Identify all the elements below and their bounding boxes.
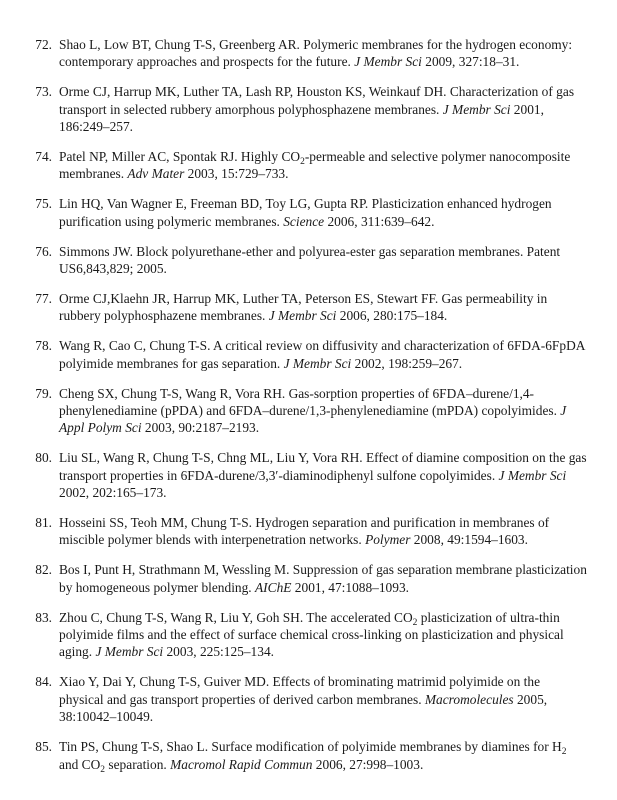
reference-segment: Cheng SX, Chung T-S, Wang R, Vora RH. Gas-sorption properties of 6FDA–durene/1,4-phenylenediamine (pPDA) and 6FDA–durene/1,3-phenylenediamine (mPDA) copolyimides. (59, 385, 561, 418)
journal-name: J Membr Sci (268, 308, 337, 324)
reference-number-text: 84. (35, 674, 52, 690)
reference-text (59, 195, 587, 230)
reference-number-text: 81. (35, 515, 52, 531)
reference-number-text: 73. (35, 84, 52, 100)
subscript: 2 (300, 157, 305, 168)
reference-number-text: 77. (35, 290, 52, 306)
reference-segment: Liu SL, Wang R, Chung T-S, Chng ML, Liu Y, Vora RH. Effect of diamine composition on the gas transport properties in 6FDA-durene/3,3′-diaminodiphenyl sulfone copolyimides. (59, 450, 587, 483)
reference-text (59, 290, 587, 325)
reference-item (0, 561, 617, 596)
journal-name: J Membr Sci (442, 101, 511, 117)
reference-segment: 2006, 311:639–642. (324, 213, 435, 229)
reference-number-text: 78. (35, 338, 52, 354)
reference-item (0, 514, 617, 549)
journal-name: Macromol Rapid Commun (170, 756, 313, 772)
subscript: 2 (412, 617, 418, 628)
reference-segment: 2005, 38:10042–10049. (59, 691, 548, 725)
reference-number-text: 72. (35, 37, 52, 52)
reference-item (0, 673, 617, 725)
reference-segment: 2002, 198:259–267. (351, 355, 463, 371)
journal-name: AIChE (255, 579, 292, 595)
reference-segment: plasticization of ultra-thin polyimide films and the effect of surface chemical cross-linking on plasticization and physical aging. (59, 609, 564, 660)
reference-segment: separation. (105, 756, 171, 772)
reference-number-text: 85. (35, 739, 52, 755)
reference-segment: Wang R, Cao C, Chung T-S. A critical review on diffusivity and characterization of 6FDA-6FpDA polyimide membranes for gas separation. (59, 338, 585, 371)
reference-segment: Simmons JW. Block polyurethane-ether and polyurea-ester gas separation membranes. Patent US6,843,829; 2005. (59, 243, 561, 277)
reference-segment: 2001, 47:1088–1093. (291, 579, 409, 595)
reference-number (0, 337, 52, 354)
reference-item (0, 449, 617, 501)
journal-name: Adv Mater (127, 166, 185, 182)
reference-segment: 2003, 90:2187–2193. (141, 420, 260, 436)
reference-segment: Orme CJ, Harrup MK, Luther TA, Lash RP, Houston KS, Weinkauf DH. Characterization of gas transport in selected rubbery amorphous polyphosphazene membranes. (59, 84, 575, 117)
subscript: 2 (561, 747, 567, 758)
reference-segment: 2006, 280:175–184. (336, 308, 448, 324)
reference-segment: 2001, 186:249–257. (59, 101, 544, 135)
journal-name: Science (283, 213, 325, 229)
reference-item (0, 385, 617, 437)
reference-number-text: 82. (35, 562, 52, 578)
reference-text (59, 148, 587, 183)
reference-number (0, 83, 52, 100)
reference-item (0, 195, 617, 230)
reference-number-text: 76. (35, 243, 52, 259)
journal-name: J Membr Sci (283, 355, 352, 371)
reference-number (0, 148, 52, 165)
reference-text (59, 673, 587, 725)
reference-item (0, 148, 617, 183)
reference-item (0, 83, 617, 135)
reference-text (59, 337, 587, 372)
reference-segment: Tin PS, Chung T-S, Shao L. Surface modification of polyimide membranes by diamines for H (59, 739, 562, 755)
reference-item (0, 243, 617, 278)
reference-item (0, 36, 617, 71)
reference-number (0, 385, 52, 402)
reference-segment: 2003, 15:729–733. (184, 166, 289, 182)
reference-number-text: 80. (35, 450, 52, 466)
reference-text (59, 514, 587, 549)
reference-item (0, 290, 617, 325)
reference-segment: -permeable and selective polymer nanocomposite membranes. (59, 149, 571, 182)
reference-segment: 2002, 202:165–173. (59, 485, 167, 501)
reference-segment: 2006, 27:998–1003. (312, 756, 424, 772)
reference-segment: Orme CJ,Klaehn JR, Harrup MK, Luther TA, Peterson ES, Stewart FF. Gas permeability in rubbery polyphosphazene membranes. (59, 290, 548, 324)
reference-number (0, 449, 52, 466)
reference-text (59, 609, 587, 661)
reference-segment: 2009, 327:18–31. (421, 54, 520, 70)
reference-text (59, 385, 587, 437)
reference-segment: Hosseini SS, Teoh MM, Chung T-S. Hydrogen separation and purification in membranes of miscible polymer blends with interpenetration networks. (59, 515, 550, 548)
reference-text (59, 243, 587, 278)
reference-text (59, 449, 587, 501)
reference-number (0, 195, 52, 212)
reference-number-text: 74. (35, 149, 52, 165)
reference-text (59, 738, 587, 773)
reference-segment: Shao L, Low BT, Chung T-S, Greenberg AR. Polymeric membranes for the hydrogen economy: contemporary approaches and prospects for the future. (59, 37, 573, 70)
reference-number-text: 79. (35, 385, 52, 401)
subscript: 2 (100, 764, 106, 775)
reference-text (59, 36, 587, 71)
reference-number-text: 83. (35, 609, 52, 625)
reference-number (0, 609, 52, 626)
reference-number (0, 36, 52, 53)
journal-name: Macromolecules (424, 691, 514, 707)
reference-item (0, 609, 617, 661)
reference-text (59, 561, 587, 596)
journal-name: J Appl Polym Sci (59, 403, 567, 436)
reference-number (0, 673, 52, 690)
reference-item (0, 738, 617, 773)
reference-number-text: 75. (35, 196, 52, 212)
reference-number (0, 243, 52, 260)
reference-segment: 2008, 49:1594–1603. (410, 532, 528, 548)
reference-text (59, 83, 587, 135)
journal-name: Polymer (365, 532, 411, 548)
reference-item (0, 337, 617, 372)
journal-name: J Membr Sci (95, 644, 164, 660)
reference-number (0, 738, 52, 755)
reference-segment: Patel NP, Miller AC, Spontak RJ. Highly CO (59, 149, 301, 165)
reference-segment: Lin HQ, Van Wagner E, Freeman BD, Toy LG, Gupta RP. Plasticization enhanced hydrogen purification using polymeric membranes. (59, 196, 552, 229)
reference-list (0, 36, 617, 785)
reference-segment: 2003, 225:125–134. (163, 644, 274, 660)
reference-segment: Xiao Y, Dai Y, Chung T-S, Guiver MD. Effects of brominating matrimid polyimide on the physical and gas transport properties of derived carbon membranes. (59, 674, 541, 707)
reference-number (0, 514, 52, 531)
reference-segment: Zhou C, Chung T-S, Wang R, Liu Y, Goh SH. The accelerated CO (59, 609, 413, 625)
reference-segment: and CO (59, 756, 101, 772)
reference-segment: Bos I, Punt H, Strathmann M, Wessling M. Suppression of gas separation membrane plasticization by homogeneous polymer blending. (59, 562, 587, 595)
reference-number (0, 290, 52, 307)
journal-name: J Membr Sci (354, 54, 422, 70)
reference-number (0, 561, 52, 578)
journal-name: J Membr Sci (498, 467, 567, 483)
